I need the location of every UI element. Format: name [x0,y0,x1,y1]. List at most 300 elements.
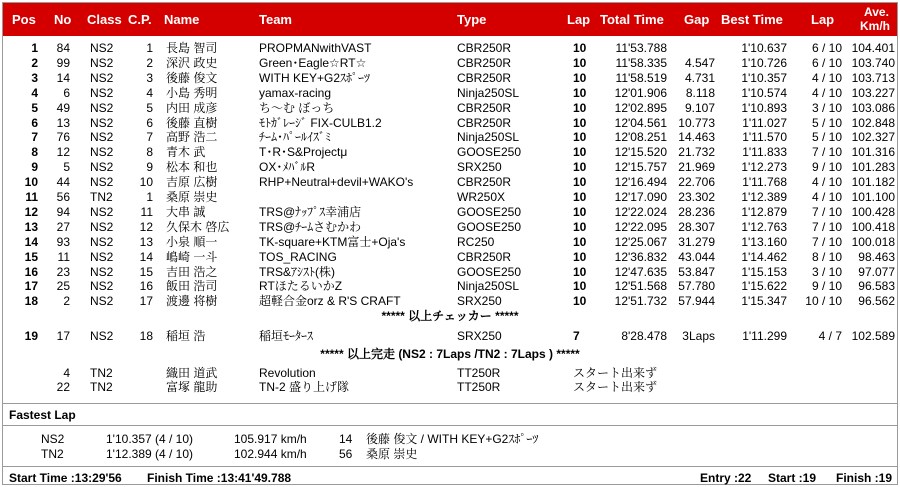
row-best: 1'11.570 [742,130,787,145]
row-gap: 21.969 [678,160,715,175]
header-type: Type [457,12,487,27]
row-best: 1'10.637 [741,41,787,55]
row-ave: 97.077 [858,264,895,279]
row-team: TRS&ｱｼｽﾄ(株) [259,264,335,279]
row-cp: 15 [139,264,153,279]
row-bestlap: 5 / 10 [811,130,842,145]
row-pos: 19 [24,329,38,343]
row-ave: 98.463 [858,249,895,264]
row-gap: 53.847 [678,264,715,279]
row-pos: 17 [24,279,38,294]
fastest-lap-title: Fastest Lap [9,408,76,422]
row-pos: 11 [25,190,38,204]
row-pos: 18 [24,294,38,309]
row-best: 1'10.574 [741,85,787,100]
fastest-no: 56 [339,447,353,461]
row-cp: 9 [146,160,153,175]
row-cp: 3 [146,70,153,85]
row-cls: NS2 [90,204,114,219]
dns-cls: TN2 [90,366,113,380]
row-name: 深沢 政史 [166,55,218,70]
row-team: T･R･S&Projectμ [259,145,348,160]
row-total: 11'58.519 [615,70,667,85]
start-time: Start Time :13:29'56 [9,471,122,485]
row-bestlap: 8 / 10 [811,249,842,264]
row-no: 17 [56,329,70,343]
row-ave: 101.182 [851,175,895,190]
fastest-time: 1'12.389 (4 / 10) [106,447,194,461]
row-team: TOS_RACING [259,249,337,264]
row-ave: 96.583 [858,279,895,294]
row-ave: 101.283 [851,160,895,175]
row-gap: 10.773 [678,115,715,130]
row-gap: 4.731 [684,70,715,85]
row-gap: 4.547 [684,55,715,70]
row-cls: NS2 [90,85,114,100]
row-pos: 14 [24,234,38,249]
fastest-cls: TN2 [41,447,64,461]
divider [3,425,897,426]
row-pos: 3 [31,70,38,85]
row-lap: 10 [573,190,587,204]
checker-separator: ***** 以上チェッカー ***** [381,309,519,323]
fastest-cls: NS2 [41,432,65,446]
row-bestlap: 7 / 10 [811,234,842,249]
row-best: 1'11.299 [742,329,787,343]
dns-cls: TN2 [90,380,113,394]
dns-name: 織田 道武 [166,366,218,380]
header-gap: Gap [684,12,710,27]
row-cls: NS2 [90,41,114,55]
row-lap: 10 [573,204,587,219]
row-total: 12'22.024 [614,204,667,219]
row-pos: 7 [31,130,38,145]
row-ave: 102.327 [851,130,895,145]
row-bestlap: 3 / 10 [811,264,842,279]
row-best: 1'12.763 [741,219,787,234]
row-pos: 2 [31,55,38,70]
row-no: 49 [56,100,70,115]
row-name: 長島 智司 [166,41,218,55]
row-cls: NS2 [90,55,114,70]
fastest-speed: 102.944 km/h [234,447,307,461]
table-row [3,130,897,145]
table-row [3,101,897,116]
row-total: 12'08.251 [614,130,667,145]
row-name: 小泉 順一 [166,234,218,249]
row-gap: 43.044 [678,249,715,264]
dns-row [3,366,897,381]
row-total: 12'16.494 [614,175,667,190]
row-pos: 5 [31,100,38,115]
header-best-lap: Lap [811,12,835,27]
row-no: 12 [56,145,70,160]
table-row [3,116,897,131]
row-no: 44 [56,175,70,190]
row-cp: 18 [139,329,153,343]
row-team: RHP+Neutral+devil+WAKO's [259,175,414,190]
row-bestlap: 9 / 10 [811,160,842,175]
header-no: No [54,12,72,27]
row-cls: NS2 [90,219,114,234]
row-bestlap: 5 / 10 [811,115,842,130]
row-cls: NS2 [90,249,114,264]
row-ave: 96.562 [858,294,895,309]
row-name: 青木 武 [166,145,206,160]
row-lap: 10 [573,279,587,294]
row-cp: 2 [146,55,153,70]
row-team: PROPMANwithVAST [259,41,372,55]
header-pos: Pos [12,12,36,27]
row-lap: 10 [573,85,587,100]
row-team: ﾁｰﾑ･ﾊﾟｰﾙｲｽﾞﾐ [259,130,332,145]
header-total-time: Total Time [600,12,664,27]
row-total: 12'51.732 [614,294,667,309]
row-team: TRS@ﾅｯﾌﾟｽ幸浦店 [259,204,362,219]
dns-no: 22 [56,380,70,394]
dns-row [3,380,897,395]
row-no: 13 [56,115,70,130]
table-row [3,220,897,235]
row-pos: 13 [24,219,38,234]
row-total: 12'51.568 [614,279,667,294]
table-row [3,145,897,160]
row-gap: 57.944 [678,294,715,309]
row-best: 1'11.768 [742,175,787,190]
row-no: 25 [56,279,70,294]
row-name: 渡邊 将樹 [166,294,218,309]
divider [3,403,897,404]
row-lap: 10 [573,294,587,309]
fastest-speed: 105.917 km/h [234,432,307,446]
row-team: Green･Eagle☆RT☆ [259,55,367,70]
row-total: 12'01.906 [614,85,667,100]
row-no: 11 [57,249,70,264]
row-ave: 100.428 [851,204,895,219]
table-row [3,86,897,101]
row-bestlap: 4 / 10 [811,175,842,190]
header-kmh: Km/h [860,19,890,33]
row-best: 1'15.622 [741,279,787,294]
row-lap: 10 [573,130,587,145]
row-ave: 100.418 [851,219,895,234]
row-best: 1'15.347 [741,294,787,309]
row-pos: 12 [24,204,38,219]
row-cls: NS2 [90,175,114,190]
row-cls: NS2 [90,160,114,175]
row-gap: 28.307 [678,219,715,234]
row-no: 27 [56,219,70,234]
row-no: 2 [63,294,70,309]
row-type: CBR250R [457,175,512,190]
row-no: 93 [56,234,70,249]
row-cp: 1 [146,190,153,204]
header-lap: Lap [567,12,591,27]
row-lap: 10 [573,145,587,160]
header-cp: C.P. [128,12,152,27]
row-name: 久保木 啓広 [166,219,230,234]
header-team: Team [259,12,292,27]
row-lap: 10 [573,175,587,190]
row-total: 11'53.788 [615,41,667,55]
row-cp: 5 [146,100,153,115]
row-total: 12'02.895 [614,100,667,115]
row-ave: 103.086 [851,100,895,115]
start-count: Start :19 [768,471,817,485]
table-row [3,56,897,71]
row-lap: 10 [573,249,587,264]
row-type: SRX250 [457,160,502,175]
row-bestlap: 7 / 10 [811,145,842,160]
table-row [3,329,897,344]
row-gap: 22.706 [678,175,715,190]
row-gap: 3Laps [682,329,715,343]
row-type: CBR250R [457,55,512,70]
row-name: 桑原 崇史 [166,190,218,204]
fastest-who: 桑原 崇史 [366,447,418,461]
row-ave: 104.401 [851,41,895,55]
row-cls: NS2 [90,279,114,294]
row-cls: TN2 [90,190,113,204]
fastest-who: 後藤 俊文 / WITH KEY+G2ｽﾎﾟｰﾂ [366,432,539,446]
row-type: GOOSE250 [457,145,522,160]
dns-note: スタート出来ず [573,380,658,394]
row-bestlap: 6 / 10 [811,55,842,70]
row-bestlap: 7 / 10 [811,204,842,219]
entry-count: Entry :22 [700,471,752,485]
row-gap: 23.302 [678,190,715,204]
row-bestlap: 6 / 10 [811,41,842,55]
row-bestlap: 4 / 7 [818,329,842,343]
row-ave: 103.713 [851,70,895,85]
row-cp: 7 [146,130,153,145]
row-cp: 16 [139,279,153,294]
row-bestlap: 4 / 10 [811,70,842,85]
row-cp: 1 [146,41,153,55]
table-row [3,71,897,86]
row-gap: 14.463 [678,130,715,145]
row-type: SRX250 [457,294,502,309]
row-no: 14 [56,70,70,85]
dns-note: スタート出来ず [573,366,658,380]
row-lap: 10 [573,115,587,130]
table-row [3,160,897,175]
row-bestlap: 7 / 10 [811,219,842,234]
row-no: 23 [56,264,70,279]
row-pos: 9 [31,160,38,175]
row-type: CBR250R [457,70,512,85]
row-ave: 102.848 [851,115,895,130]
row-no: 6 [63,85,70,100]
results-sheet [2,2,898,485]
row-name: 飯田 浩司 [166,279,218,294]
row-pos: 10 [24,175,38,190]
row-team: TK-square+KTM富士+Oja's [259,234,406,249]
row-no: 56 [56,190,70,204]
table-row [3,205,897,220]
row-no: 84 [56,41,70,55]
row-ave: 101.316 [851,145,895,160]
row-gap: 28.236 [678,204,715,219]
row-best: 1'15.153 [741,264,787,279]
row-gap: 8.118 [685,85,715,100]
row-name: 後藤 直樹 [166,115,218,130]
table-row [3,279,897,294]
row-bestlap: 10 / 10 [805,294,842,309]
row-team: ち～む ぼっち [259,100,335,115]
finish-count: Finish :19 [836,471,893,485]
row-lap: 10 [573,100,587,115]
row-best: 1'12.879 [741,204,787,219]
row-cls: NS2 [90,234,114,249]
row-pos: 15 [24,249,38,264]
finish-separator: ***** 以上完走 (NS2 : 7Laps /TN2 : 7Laps ) ***** [320,347,580,361]
table-row [3,175,897,190]
row-lap: 10 [573,234,587,249]
row-cls: NS2 [90,145,114,160]
row-name: 大串 誠 [166,204,206,219]
row-pos: 8 [31,145,38,160]
row-name: 松本 和也 [166,160,218,175]
header-name: Name [164,12,200,27]
row-cp: 11 [140,204,153,219]
row-cp: 13 [139,234,153,249]
row-cls: NS2 [90,130,114,145]
row-cls: NS2 [90,100,114,115]
finish-time: Finish Time :13:41'49.788 [147,471,292,485]
row-cls: NS2 [90,115,114,130]
row-total: 12'22.095 [614,219,667,234]
row-pos: 1 [31,41,38,55]
row-no: 94 [56,204,70,219]
row-best: 1'11.833 [742,145,787,160]
row-bestlap: 4 / 10 [811,85,842,100]
table-row [3,294,897,309]
row-type: CBR250R [457,115,512,130]
row-cp: 6 [146,115,153,130]
row-best: 1'10.893 [741,100,787,115]
header-ave: Ave. [864,5,889,19]
row-total: 12'36.832 [614,249,667,264]
row-name: 内田 成彦 [166,100,218,115]
row-type: GOOSE250 [457,264,522,279]
row-name: 小島 秀明 [166,85,218,100]
row-gap: 57.780 [678,279,715,294]
row-total: 12'47.635 [614,264,667,279]
table-row [3,250,897,265]
row-type: Ninja250SL [457,279,520,294]
row-no: 99 [56,55,70,70]
row-no: 5 [63,160,70,175]
row-cp: 10 [139,175,153,190]
row-lap: 10 [573,70,587,85]
row-ave: 101.100 [851,190,895,204]
header-class: Class [87,12,122,27]
row-type: WR250X [457,190,506,204]
row-team: OX･ﾒﾊﾞﾙR [259,160,316,175]
row-lap: 10 [573,160,587,175]
row-type: Ninja250SL [457,130,520,145]
row-pos: 6 [31,115,38,130]
row-team: ﾓﾄｶﾞﾚｰｼﾞ FIX-CULB1.2 [259,115,382,130]
dns-no: 4 [63,366,70,380]
row-cp: 8 [146,145,153,160]
row-lap: 10 [573,219,587,234]
dns-name: 富塚 龍助 [166,380,218,394]
header-best-time: Best Time [721,12,783,27]
table-row [3,265,897,280]
row-bestlap: 4 / 10 [811,190,842,204]
table-row [3,41,897,56]
row-type: CBR250R [457,249,512,264]
row-best: 1'14.462 [741,249,787,264]
row-type: RC250 [457,234,495,249]
row-total: 12'15.520 [614,145,667,160]
row-pos: 4 [31,85,38,100]
row-name: 高野 浩二 [166,130,218,145]
row-type: GOOSE250 [457,219,522,234]
row-lap: 7 [573,329,580,343]
row-team: yamax-racing [259,85,332,100]
row-team: TRS@ﾁｰﾑさむかわ [259,219,362,234]
row-cls: NS2 [90,294,114,309]
row-total: 11'58.335 [615,55,667,70]
row-gap: 9.107 [684,100,715,115]
table-row [3,190,897,205]
row-lap: 10 [573,264,587,279]
row-cls: NS2 [90,70,114,85]
row-type: CBR250R [457,41,512,55]
row-best: 1'12.389 [741,190,787,204]
row-best: 1'12.273 [741,160,787,175]
row-name: 吉原 広樹 [166,175,218,190]
row-no: 76 [56,130,70,145]
row-ave: 102.589 [851,329,895,343]
row-gap: 21.732 [678,145,715,160]
row-total: 12'25.067 [614,234,667,249]
row-lap: 10 [573,41,587,55]
row-team: 超軽合金orz & R'S CRAFT [259,294,401,309]
row-ave: 103.740 [851,55,895,70]
row-total: 12'04.561 [614,115,667,130]
row-ave: 103.227 [851,85,895,100]
row-cp: 4 [146,85,153,100]
row-type: CBR250R [457,100,512,115]
row-total: 12'17.090 [614,190,667,204]
fastest-no: 14 [339,432,353,446]
row-gap: 31.279 [678,234,715,249]
row-cp: 17 [139,294,153,309]
fastest-time: 1'10.357 (4 / 10) [106,432,194,446]
row-name: 嶋崎 一斗 [166,249,218,264]
row-best: 1'11.027 [742,115,787,130]
table-row [3,235,897,250]
row-best: 1'10.357 [741,70,787,85]
dns-type: TT250R [457,366,501,380]
row-pos: 16 [24,264,38,279]
dns-team: TN-2 盛り上げ隊 [259,380,350,394]
row-name: 吉田 浩之 [166,264,218,279]
table-header [3,3,897,36]
row-cp: 12 [139,219,153,234]
dns-team: Revolution [259,366,316,380]
row-best: 1'10.726 [741,55,787,70]
row-bestlap: 3 / 10 [811,100,842,115]
row-type: SRX250 [457,329,502,343]
row-lap: 10 [573,55,587,70]
row-type: Ninja250SL [457,85,520,100]
row-name: 後藤 俊文 [166,70,218,85]
